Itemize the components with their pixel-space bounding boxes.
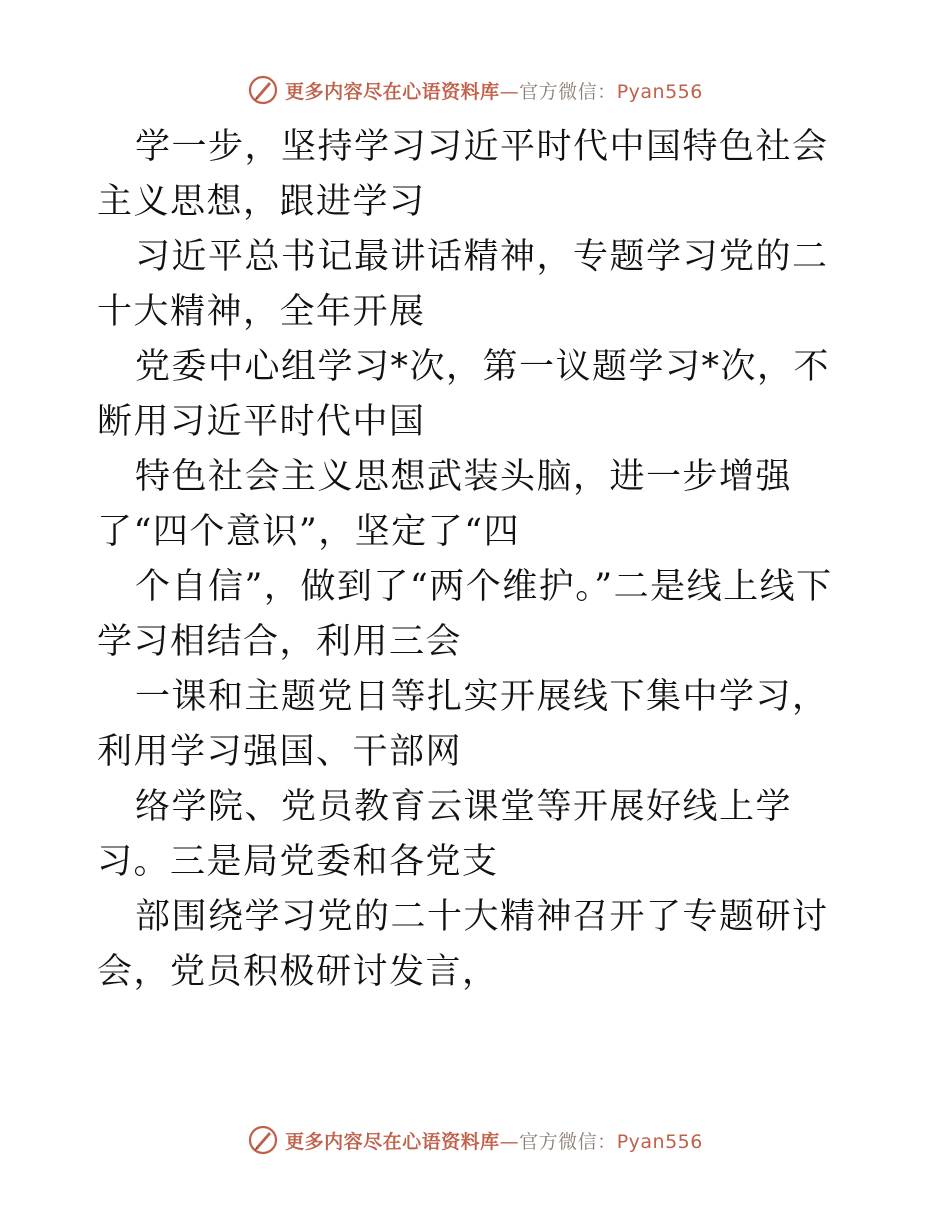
quill-logo-icon — [247, 74, 279, 106]
paragraph: 个自信”，做到了“两个维护。”二是线上线下学习相结合，利用三会 — [97, 567, 833, 662]
banner-dash: — — [499, 80, 520, 103]
banner-text — [285, 77, 703, 104]
header-banner — [0, 70, 950, 110]
paragraph: 党委中心组学习*次，第一议题学习*次，不断用习近平时代中国 — [97, 347, 831, 442]
banner-dash: — — [499, 1130, 520, 1153]
paragraph: 一课和主题党日等扎实开展线下集中学习，利用学习强国、干部网 — [97, 677, 829, 772]
quill-logo-icon — [247, 1124, 279, 1156]
banner-lead: 更多内容尽在心语资料库 — [285, 80, 500, 103]
banner-wechat-label: 官方微信： — [519, 1130, 617, 1153]
footer-banner — [0, 1120, 950, 1160]
paragraph: 络学院、党员教育云课堂等开展好线上学习。三是局党委和各党支 — [97, 787, 793, 882]
document-body — [97, 120, 857, 1000]
banner-handle: Pyan556 — [616, 80, 703, 103]
paragraph: 学一步，坚持学习习近平时代中国特色社会主义思想，跟进学习 — [97, 127, 829, 222]
banner-text — [285, 1127, 703, 1154]
paragraph: 习近平总书记最讲话精神，专题学习党的二十大精神，全年开展 — [97, 237, 829, 332]
banner-lead: 更多内容尽在心语资料库 — [285, 1130, 500, 1153]
paragraph: 部围绕学习党的二十大精神召开了专题研讨会，党员积极研讨发言， — [97, 897, 829, 992]
banner-handle: Pyan556 — [616, 1130, 703, 1153]
paragraph: 特色社会主义思想武装头脑，进一步增强了“四个意识”，坚定了“四 — [97, 457, 793, 552]
banner-wechat-label: 官方微信： — [519, 80, 617, 103]
